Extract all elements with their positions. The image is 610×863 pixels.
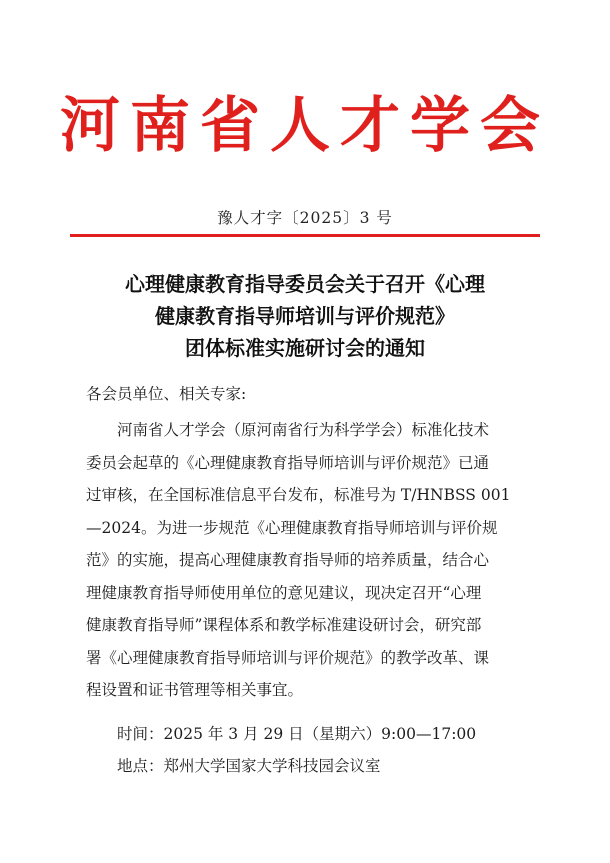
paragraph-line: 范》的实施，提高心理健康教育指导师的培养质量，结合心: [86, 551, 490, 569]
paragraph-line: 过审核，在全国标准信息平台发布，标准号为 T/HNBSS 001: [86, 486, 511, 504]
main-paragraph: [86, 414, 526, 707]
paragraph-line: 委员会起草的《心理健康教育指导师培训与评价规范》已通: [86, 453, 490, 472]
title-line: 团体标准实施研讨会的通知: [185, 336, 425, 360]
title-line: 心理健康教育指导委员会关于召开《心理: [125, 272, 485, 296]
paragraph-line: —2024。为进一步规范《心理健康教育指导师培训与评价规: [86, 518, 498, 537]
notice-title: [80, 268, 530, 364]
salutation: 各会员单位、相关专家:: [86, 385, 247, 403]
paragraph-line: 健康教育指导师”课程体系和教学标准建设研讨会，研究部: [86, 616, 482, 634]
paragraph-line: 河南省人才学会（原河南省行为科学学会）标准化技术: [117, 421, 490, 439]
meeting-time: 时间：2025 年 3 月 29 日（星期六）9:00—17:00: [117, 725, 477, 743]
title-line: 健康教育指导师培训与评价规范》: [155, 304, 455, 328]
paragraph-line: 署《心理健康教育指导师培训与评价规范》的教学改革、课: [86, 648, 490, 667]
document-number: 豫人才字〔2025〕3 号: [217, 209, 393, 227]
meeting-place: 地点：郑州大学国家大学科技园会议室: [117, 757, 381, 775]
organization-name: 河南省人才学会: [60, 91, 550, 161]
paragraph-line: 程设置和证书管理等相关事宜。: [86, 681, 304, 699]
paragraph-line: 理健康教育指导师使用单位的意见建议，现决定召开“心理: [86, 583, 482, 602]
red-divider: [70, 234, 540, 237]
